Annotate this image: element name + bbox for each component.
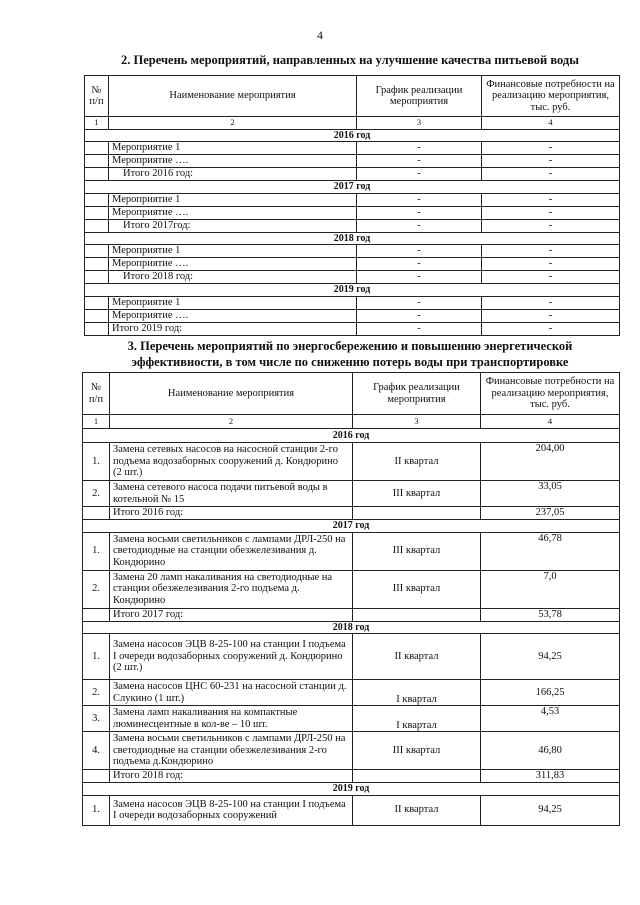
year-row: [85, 129, 620, 142]
section-3-title: [80, 338, 620, 370]
header-schedule: График реализации мероприятия: [357, 76, 482, 117]
row-num: 4.: [83, 732, 110, 770]
row-finance: 7,0: [481, 570, 620, 608]
index-cell: 3: [357, 117, 482, 130]
row-finance: -: [482, 206, 620, 219]
header-schedule: График реализации мероприятия: [353, 373, 481, 415]
row-name: Замена насосов ЭЦВ 8-25-100 на станции I подъема I очереди водозаборных сооружений: [110, 795, 353, 825]
row-finance: 33,05: [481, 481, 620, 507]
total-label: Итого 2017год:: [109, 219, 357, 232]
year-label: 2016 год: [83, 429, 620, 443]
total-label: Итого 2016 год:: [109, 168, 357, 181]
total-row: [85, 271, 620, 284]
header-finance: Финансовые потребности на реализацию мероприятия, тыс. руб.: [482, 76, 620, 117]
table-section-3: [82, 372, 620, 826]
year-label: 2017 год: [85, 181, 620, 194]
year-label: 2016 год: [85, 129, 620, 142]
row-num: 3.: [83, 706, 110, 732]
table-row: [85, 309, 620, 322]
row-schedule: -: [357, 271, 482, 284]
row-finance: 94,25: [481, 795, 620, 825]
table-row: [83, 732, 620, 770]
year-row: [83, 520, 620, 533]
row-finance: -: [482, 142, 620, 155]
row-name: Мероприятие ….: [109, 258, 357, 271]
year-label: 2019 год: [83, 783, 620, 796]
table-row: [85, 245, 620, 258]
table-row: [83, 680, 620, 706]
header-num: № п/п: [85, 76, 109, 117]
index-cell: 2: [109, 117, 357, 130]
total-label: Итого 2017 год:: [110, 608, 353, 621]
table-header-row: [85, 76, 620, 117]
row-schedule: -: [357, 309, 482, 322]
row-num: 1.: [83, 443, 110, 481]
year-row: [83, 783, 620, 796]
row-finance: 166,25: [481, 680, 620, 706]
year-label: 2017 год: [83, 520, 620, 533]
row-name: Замена восьми светильников с лампами ДРЛ-250 на светодиодные на станции обезжелезивания 2-го подъема д.Кондюрино: [110, 732, 353, 770]
total-value: 311,83: [481, 770, 620, 783]
table-row: [85, 258, 620, 271]
index-cell: 1: [83, 415, 110, 429]
row-schedule: III квартал: [353, 481, 481, 507]
row-finance: 4,53: [481, 706, 620, 732]
row-name: Замена 20 ламп накаливания на светодиодные на станции обезжелезивания 2-го подъема д. Кондюрино: [110, 570, 353, 608]
table-row: [83, 570, 620, 608]
header-finance: Финансовые потребности на реализацию мероприятия, тыс. руб.: [481, 373, 620, 415]
table-row: [83, 795, 620, 825]
header-num: № п/п: [83, 373, 110, 415]
row-schedule: -: [357, 219, 482, 232]
total-row: [83, 770, 620, 783]
index-cell: 3: [353, 415, 481, 429]
row-name: Мероприятие ….: [109, 155, 357, 168]
row-schedule: -: [357, 296, 482, 309]
index-cell: 2: [110, 415, 353, 429]
row-num: 2.: [83, 570, 110, 608]
table-row: [83, 532, 620, 570]
row-name: Мероприятие ….: [109, 206, 357, 219]
total-row: [83, 608, 620, 621]
row-name: Замена насосов ЦНС 60-231 на насосной станции д. Слукино (1 шт.): [110, 680, 353, 706]
row-schedule: -: [357, 142, 482, 155]
row-finance: -: [482, 271, 620, 284]
row-schedule: I квартал: [353, 680, 481, 706]
year-label: 2019 год: [85, 284, 620, 297]
total-label: Итого 2018 год:: [110, 770, 353, 783]
table-row: [83, 634, 620, 680]
row-schedule: -: [357, 206, 482, 219]
row-schedule: III квартал: [353, 570, 481, 608]
row-num: 1.: [83, 532, 110, 570]
row-finance: -: [482, 309, 620, 322]
row-finance: -: [482, 322, 620, 335]
total-row: [85, 168, 620, 181]
table-row: [83, 706, 620, 732]
row-schedule: III квартал: [353, 532, 481, 570]
row-finance: -: [482, 296, 620, 309]
index-row: [85, 117, 620, 130]
total-row: [85, 219, 620, 232]
row-schedule: -: [357, 168, 482, 181]
year-label: 2018 год: [85, 232, 620, 245]
row-schedule: -: [357, 193, 482, 206]
row-finance: -: [482, 219, 620, 232]
row-name: Замена ламп накаливания на компактные люминесцентные в кол-ве – 10 шт.: [110, 706, 353, 732]
row-name: Мероприятие 1: [109, 142, 357, 155]
header-name: Наименование мероприятия: [110, 373, 353, 415]
row-finance: -: [482, 155, 620, 168]
row-schedule: -: [357, 155, 482, 168]
row-name: Мероприятие 1: [109, 296, 357, 309]
total-value: 237,05: [481, 507, 620, 520]
row-schedule: -: [357, 322, 482, 335]
table-row: [85, 296, 620, 309]
table-row: [85, 142, 620, 155]
row-name: Замена сетевых насосов на насосной станции 2-го подъема водозаборных сооружений д. Кондюрино (2 шт.): [110, 443, 353, 481]
header-name: Наименование мероприятия: [109, 76, 357, 117]
row-schedule: II квартал: [353, 634, 481, 680]
year-row: [85, 181, 620, 194]
row-name: Мероприятие ….: [109, 309, 357, 322]
row-schedule: I квартал: [353, 706, 481, 732]
row-schedule: -: [357, 258, 482, 271]
index-row: [83, 415, 620, 429]
row-finance: -: [482, 245, 620, 258]
page-number: 4: [317, 28, 323, 42]
row-schedule: -: [357, 245, 482, 258]
total-value: 53,78: [481, 608, 620, 621]
year-row: [85, 284, 620, 297]
section-3-title-line2: эффективности, в том числе по снижению потерь воды при транспортировке: [131, 355, 569, 369]
row-name: Замена сетевого насоса подачи питьевой воды в котельной № 15: [110, 481, 353, 507]
table-row: [83, 443, 620, 481]
table-row: [85, 193, 620, 206]
row-finance: 46,80: [481, 732, 620, 770]
row-name: Мероприятие 1: [109, 245, 357, 258]
index-cell: 4: [481, 415, 620, 429]
row-name: Замена насосов ЭЦВ 8-25-100 на станции I подъема I очереди водозаборных сооружений д. Кондюрино (2 шт.): [110, 634, 353, 680]
row-schedule: II квартал: [353, 795, 481, 825]
row-schedule: II квартал: [353, 443, 481, 481]
row-num: 2.: [83, 680, 110, 706]
table-row: [85, 155, 620, 168]
row-finance: 46,78: [481, 532, 620, 570]
row-num: 1.: [83, 795, 110, 825]
year-row: [85, 232, 620, 245]
year-label: 2018 год: [83, 621, 620, 634]
row-finance: -: [482, 193, 620, 206]
total-label: Итого 2019 год:: [109, 322, 357, 335]
year-row: [83, 429, 620, 443]
row-schedule: III квартал: [353, 732, 481, 770]
row-finance: 204,00: [481, 443, 620, 481]
row-num: 2.: [83, 481, 110, 507]
row-name: Замена восьми светильников с лампами ДРЛ-250 на светодиодные на станции обезжелезивания д. Кондюрино: [110, 532, 353, 570]
index-cell: 1: [85, 117, 109, 130]
year-row: [83, 621, 620, 634]
total-row: [85, 322, 620, 335]
total-row: [83, 507, 620, 520]
section-2-title: 2. Перечень мероприятий, направленных на улучшение качества питьевой воды: [121, 53, 579, 67]
total-label: Итого 2018 год:: [109, 271, 357, 284]
table-section-2: [84, 75, 620, 336]
total-label: Итого 2016 год:: [110, 507, 353, 520]
section-3-title-line1: 3. Перечень мероприятий по энергосбережению и повышению энергетической: [127, 339, 573, 353]
row-num: 1.: [83, 634, 110, 680]
row-finance: -: [482, 168, 620, 181]
table-header-row: [83, 373, 620, 415]
row-name: Мероприятие 1: [109, 193, 357, 206]
table-row: [83, 481, 620, 507]
row-finance: -: [482, 258, 620, 271]
table-row: [85, 206, 620, 219]
row-finance: 94,25: [481, 634, 620, 680]
index-cell: 4: [482, 117, 620, 130]
